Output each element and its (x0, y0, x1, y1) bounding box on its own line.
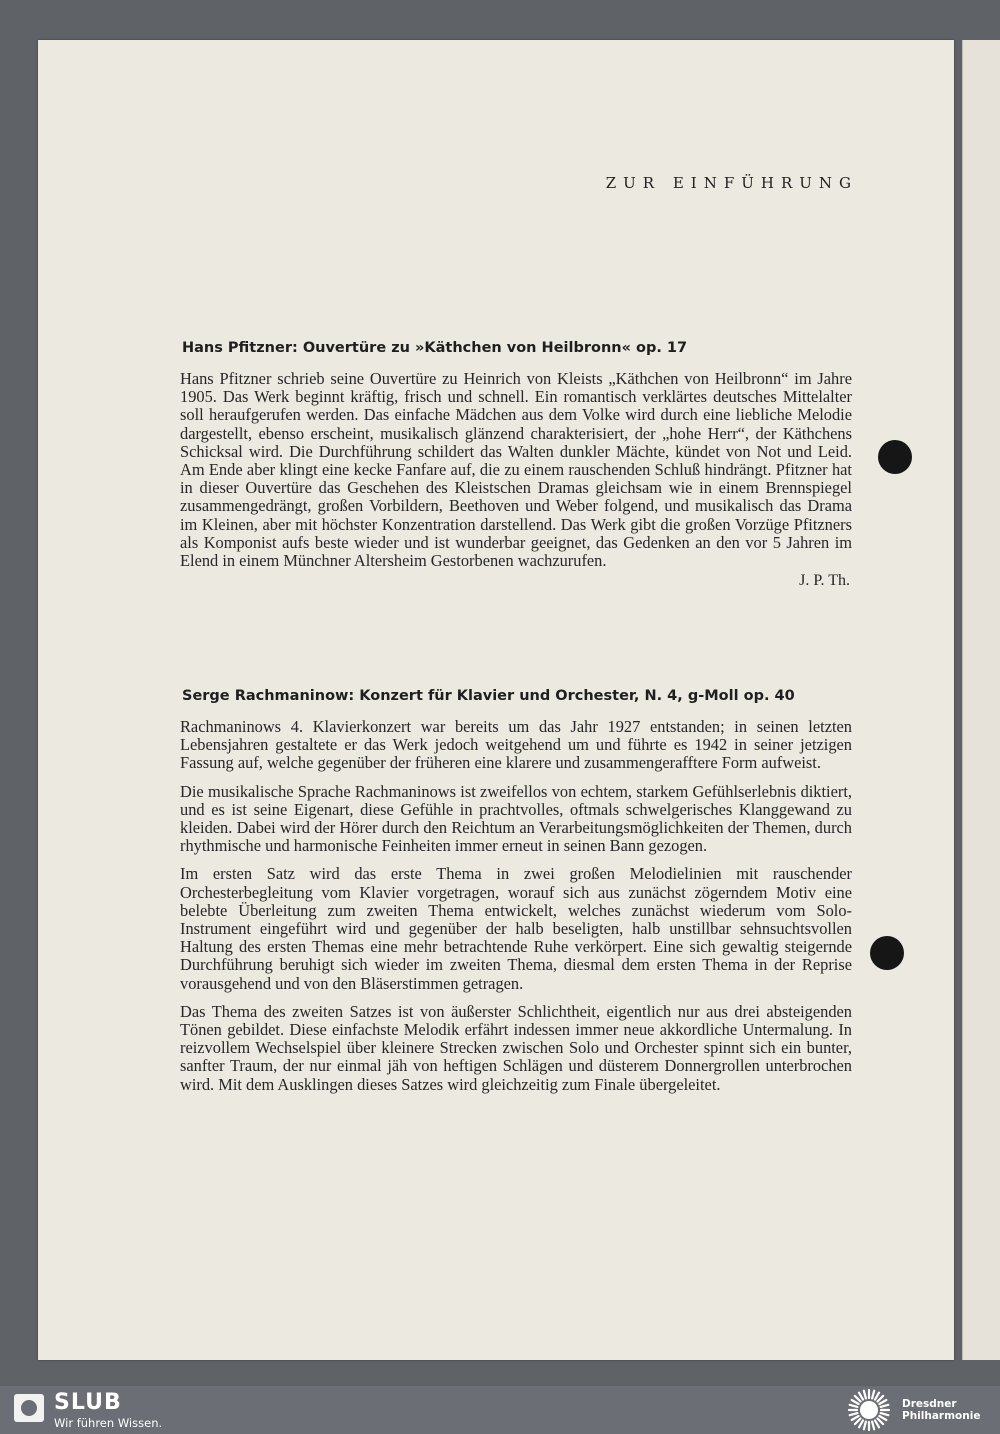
punch-hole (870, 936, 904, 970)
sunburst-ray (852, 1416, 859, 1420)
sunburst-ray (879, 1416, 886, 1420)
sunburst-ray (852, 1400, 859, 1404)
next-page-edge (962, 40, 1000, 1360)
paragraph: Hans Pfitzner schrieb seine Ouvertüre zu Heinrich von Kleists „Käthchen von Heilbronn“ im Jahre 1905. Das Werk beginnt kräftig, frisch und schnell. Ein romantisch verklärtes deutsches Mittelalter soll heraufgerufen werden. Das einfache Mädchen aus dem Volke wird durch eine liebliche Melodie dargestellt, ebenso erscheint, musikalisch glänzend charakterisiert, der „hohe Herr“, der Käthchens Schicksal wird. Die Durchführung schildert das Walten dunkler Mächte, kündet von Not und Leid. Am Ende aber klingt eine kecke Fanfare auf, die zu einem rauschenden Schluß hindrängt. Pfitzner hat in dieser Ouvertüre das Geschehen des Kleistschen Dramas gleichsam wie in einem Brennspiegel zusammengedrängt, großen Vorbildern, Beethoven und Weber folgend, und musikalisch das Drama im Kleinen, aber mit höchster Konzentration darstellend. Das Werk gibt die großen Vorzüge Pfitzners als Komponist aufs beste wieder und ist wunderbar geeignet, das Gedenken an den vor 5 Jahren im Elend in einem Münchner Altersheim Gestorbenen wachzurufen. (180, 369, 852, 571)
section-title: Serge Rachmaninow: Konzert für Klavier und Orchester, N. 4, g-Moll op. 40 (182, 688, 795, 704)
section-pfitzner (180, 340, 852, 590)
sunburst-ray (881, 1413, 889, 1415)
page-heading: ZUR EINFÜHRUNG (605, 174, 858, 192)
section-title: Hans Pfitzner: Ouvertüre zu »Käthchen von Heilbronn« op. 17 (182, 340, 688, 356)
sunburst-ray (872, 1391, 874, 1399)
paragraph: Das Thema des zweiten Satzes ist von äußerster Schlichtheit, eigentlich nur aus drei absteigenden Tönen gebildet. Diese einfachste Melodik erfährt indessen immer neue akkordliche Untermalung. In reizvollem Wechselspiel über kleinere Strecken zwischen Solo und Orchester spinnt sich ein bunter, sanfter Traum, der nur einmal jäh von heftigen Schlägen und düsterem Donnergrollen unterbrochen wird. Mit dem Ausklingen dieses Satzes wird gleichzeitig zum Finale übergeleitet. (180, 1001, 852, 1094)
sunburst-ray (855, 1396, 861, 1402)
paragraph: Rachmaninows 4. Klavierkonzert war bereits um das Jahr 1927 entstanden; in seinen letzten Lebensjahren gestaltete er das Werk jedoch weitgehend um und führte es 1942 in seiner jetzigen Fassung auf, welche gegenüber der früheren eine klarere und zusammengerafftere Form aufweist. (180, 717, 852, 773)
sunburst-ray (859, 1420, 863, 1427)
sunburst-ray (877, 1418, 883, 1424)
slub-logo-icon[interactable] (14, 1394, 44, 1422)
footer-bar (0, 1386, 1000, 1434)
punch-hole (878, 440, 912, 474)
sunburst-ray (855, 1418, 861, 1424)
partner-name[interactable] (902, 1398, 980, 1422)
sunburst-ray (875, 1393, 879, 1400)
library-name[interactable]: SLUB (54, 1390, 122, 1415)
library-tagline: Wir führen Wissen. (54, 1416, 163, 1430)
sunburst-ray (864, 1422, 866, 1430)
sunburst-ray (875, 1420, 879, 1427)
sunburst-ray (850, 1413, 858, 1415)
sunburst-logo-icon[interactable] (846, 1388, 892, 1432)
paragraph: Im ersten Satz wird das erste Thema in zwei großen Melodielinien mit rauschender Orchesterbegleitung vom Klavier vorgetragen, worauf sich aus zunächst zögerndem Motiv eine belebte Überleitung zum zweiten Thema entwickelt, welches zunächst wiederum vom Solo-Instrument eingeführt wird und gegenüber der halb beseligten, halb unstillbar sehnsuchtsvollen Haltung des ersten Themas eine mehr betrachtende Ruhe verkörpert. Eine sich gewaltig steigernde Durchführung beruhigt sich wieder im zweiten Thema, diesmal dem ersten Thema in der Reprise vorausgehend und von den Bläserstimmen getragen. (180, 864, 852, 993)
sunburst-ray (879, 1400, 886, 1404)
sunburst-ray (872, 1422, 874, 1430)
sunburst-ray (850, 1405, 858, 1407)
section-rachmaninow (180, 688, 852, 1104)
sunburst-ray (881, 1405, 889, 1407)
sunburst-ray (859, 1393, 863, 1400)
sunburst-ray (877, 1396, 883, 1402)
partner-name-line: Dresdner (902, 1398, 957, 1410)
author-signature: J. P. Th. (799, 572, 850, 590)
partner-name-line: Philharmonie (902, 1410, 981, 1422)
paragraph: Die musikalische Sprache Rachmaninows ist zweifellos von echtem, starkem Gefühlserlebnis diktiert, und es ist seine Eigenart, diese Gefühle in prachtvolles, oftmals schwelgerisches Klanggewand zu kleiden. Dabei wird der Hörer durch den Reichtum an Verarbeitungsmöglichkeiten der Themen, durch rhythmische und harmonische Feinheiten immer erneut in seinen Bann gezogen. (180, 781, 852, 856)
sunburst-ray (864, 1391, 866, 1399)
